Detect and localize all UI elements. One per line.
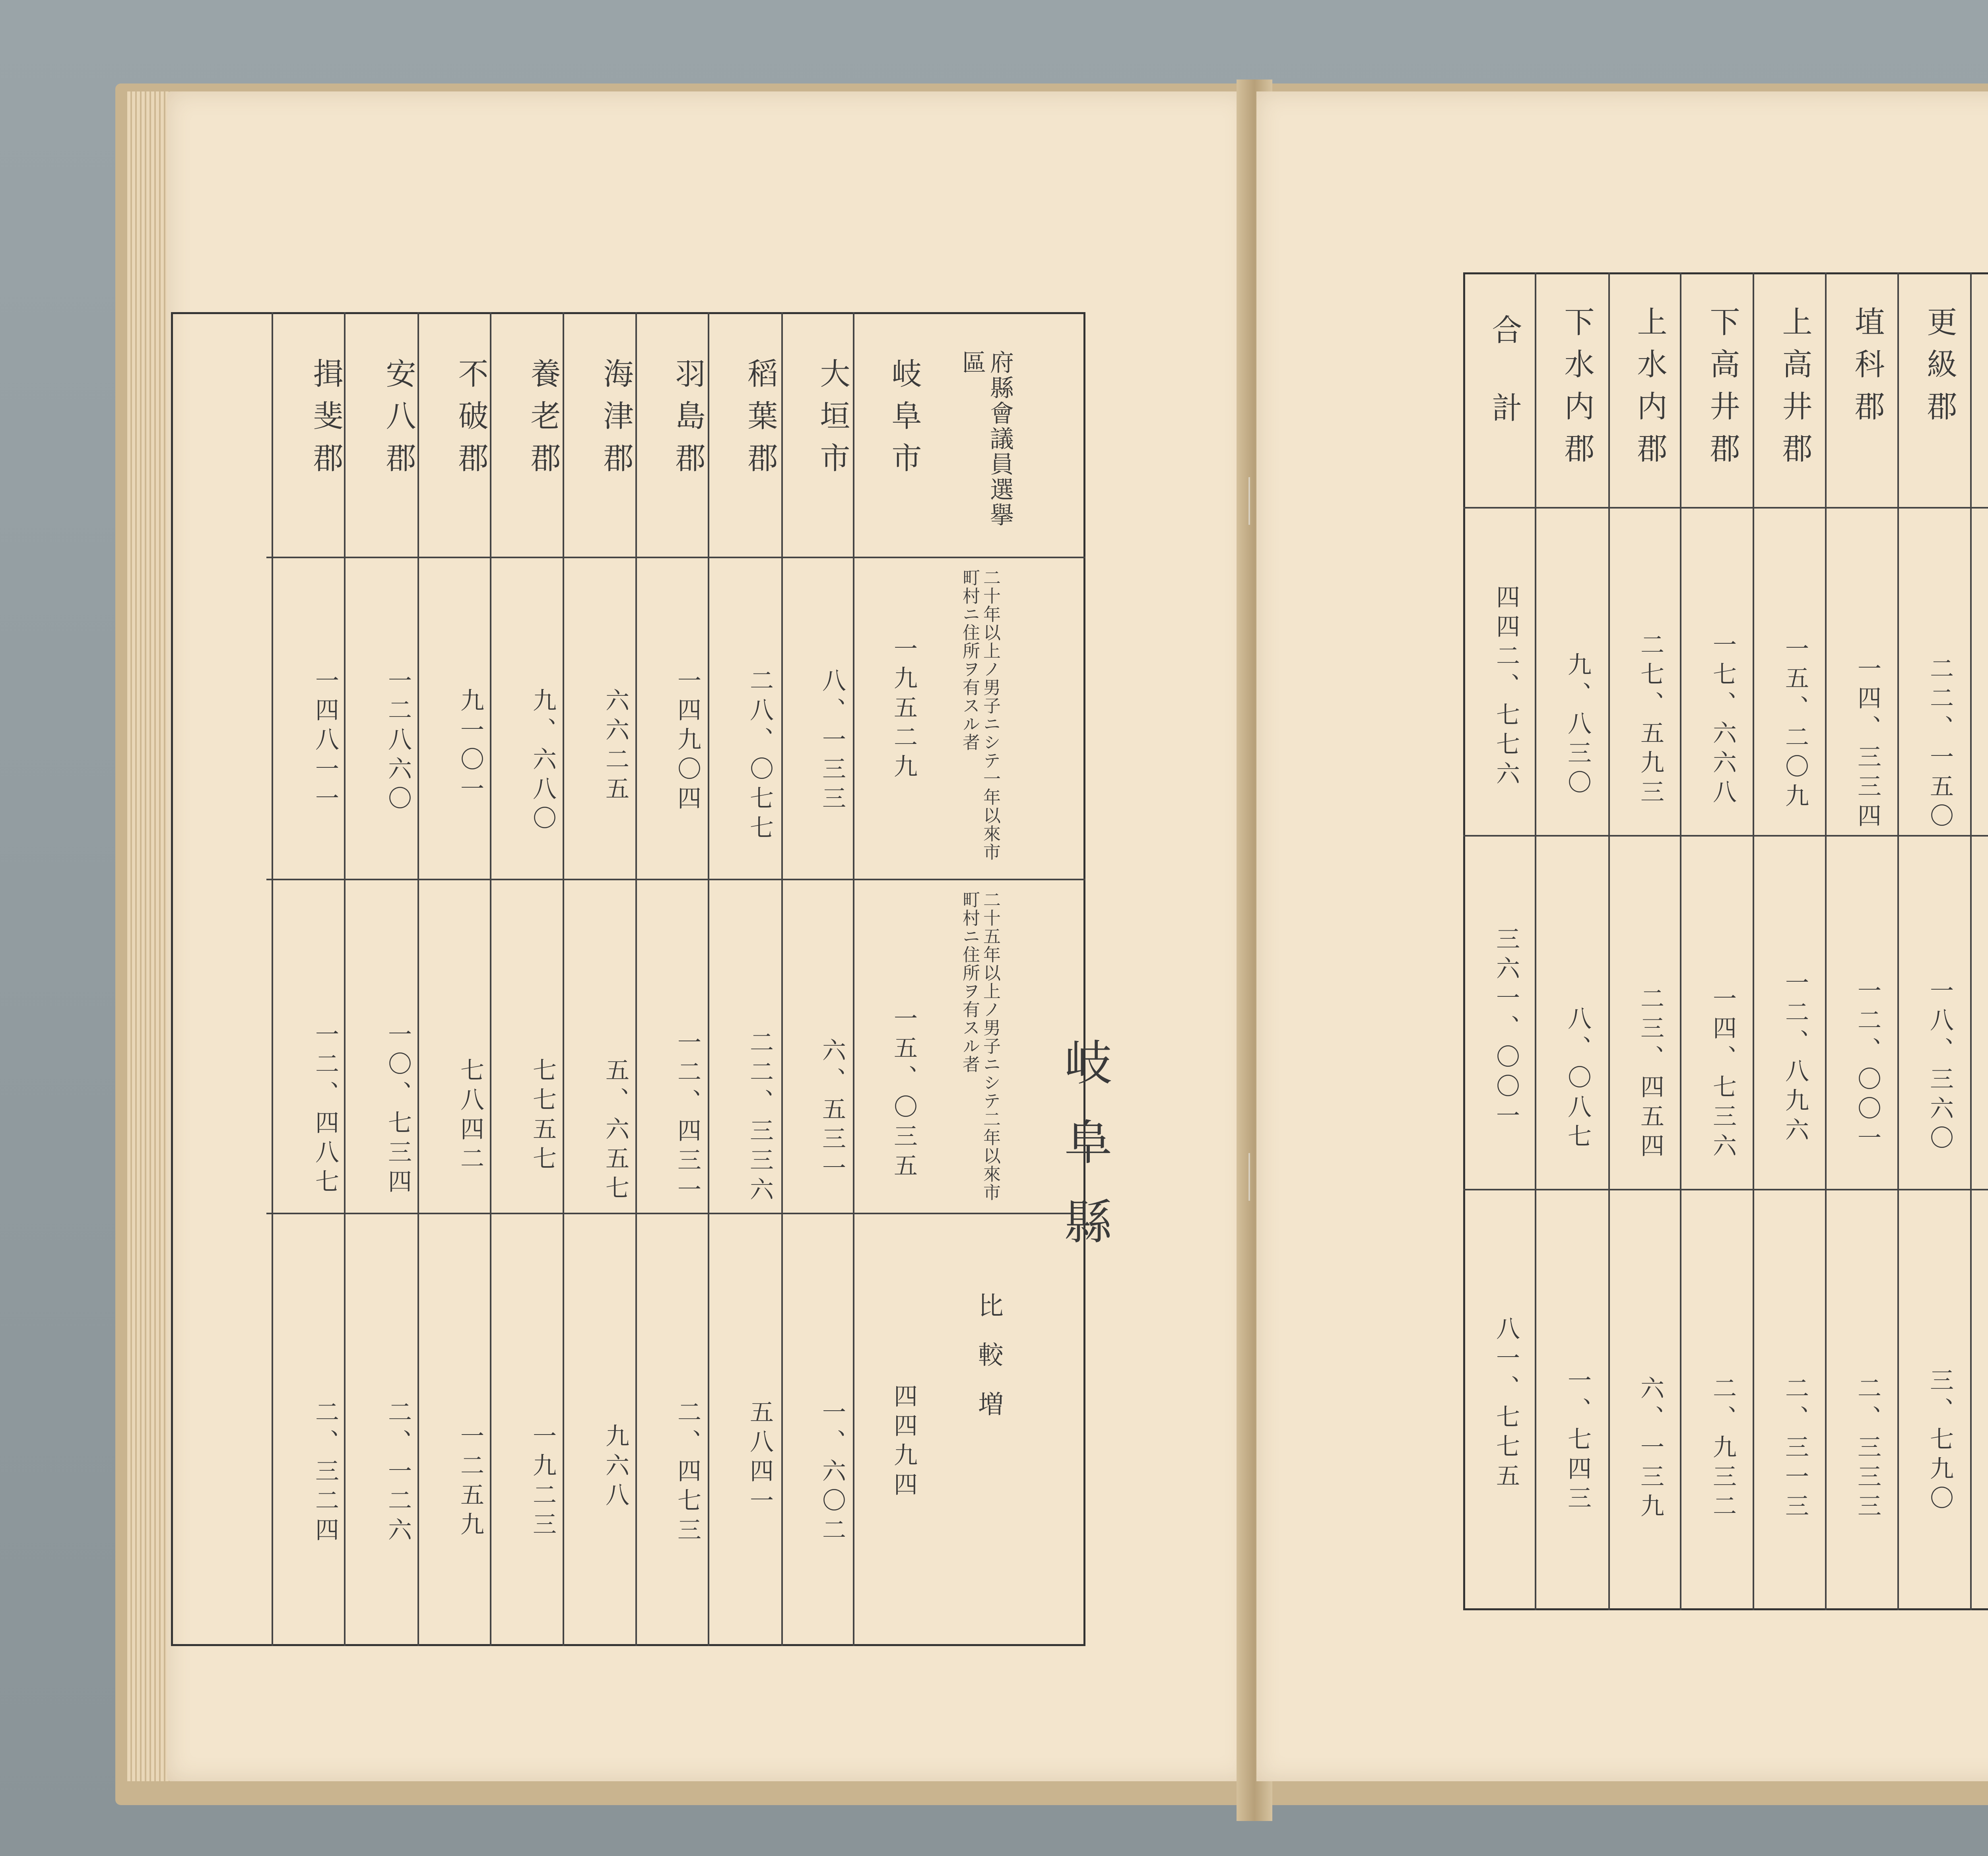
value-col3: 一、七四三 bbox=[1564, 1368, 1592, 1515]
value-col2: 一八、三六〇 bbox=[1926, 978, 1954, 1155]
value-col1: 一四九〇四 bbox=[674, 668, 701, 815]
page-stack-left bbox=[127, 91, 171, 1781]
header-district: 府縣會議員選擧區 bbox=[958, 350, 1014, 528]
value-col1: 二七、五九三 bbox=[1637, 632, 1664, 809]
value-col3: 二、四七三 bbox=[674, 1400, 701, 1547]
district-name: 海津郡 bbox=[598, 358, 634, 484]
district-name: 上水内郡 bbox=[1632, 306, 1668, 475]
district-name: 下水内郡 bbox=[1559, 306, 1595, 475]
value-col2: 二三、四五四 bbox=[1637, 986, 1664, 1163]
district-name: 埴科郡 bbox=[1850, 306, 1885, 433]
value-col2: 六、五三一 bbox=[818, 1038, 846, 1185]
value-col3: 二、三一三 bbox=[1781, 1376, 1809, 1523]
value-col2: 三六一、〇〇一 bbox=[1492, 926, 1520, 1132]
district-name: 更級郡 bbox=[1922, 306, 1957, 433]
value-col2: 一二、四三一 bbox=[674, 1030, 701, 1206]
value-col1: 四四二、七七六 bbox=[1492, 584, 1520, 790]
district-name: 大垣市 bbox=[815, 358, 850, 484]
value-col3: 八一、七七五 bbox=[1492, 1316, 1520, 1493]
value-col1: 一九五二九 bbox=[890, 636, 918, 783]
district-name: 上高井郡 bbox=[1777, 306, 1813, 475]
district-name: 稻葉郡 bbox=[743, 358, 778, 484]
value-col1: 六六二五 bbox=[602, 688, 629, 806]
district-name: 羽島郡 bbox=[670, 358, 706, 484]
district-name: 合計 bbox=[1487, 314, 1522, 470]
value-col2: 一二、八九六 bbox=[1781, 970, 1809, 1147]
value-col2: 五、六五七 bbox=[602, 1058, 629, 1205]
value-col3: 六、一三九 bbox=[1637, 1376, 1664, 1523]
value-col3: 二、三三三 bbox=[1854, 1376, 1881, 1523]
value-col3: 二、九三二 bbox=[1709, 1376, 1737, 1523]
header-col2: 二十五年以上ノ男子ニシテ二年以來市町村ニ住所ヲ有スル者 bbox=[959, 891, 1000, 1202]
value-col1: 一七、六六八 bbox=[1709, 632, 1737, 809]
value-col2: 一二、四八七 bbox=[311, 1022, 339, 1198]
value-col2: 一四、七三六 bbox=[1709, 986, 1737, 1163]
value-col1: 九、六八〇 bbox=[529, 688, 557, 835]
value-col2: 八、〇八七 bbox=[1564, 1006, 1592, 1153]
header-col1: 二十年以上ノ男子ニシテ一年以來市町村ニ住所ヲ有スル者 bbox=[959, 569, 1000, 861]
value-col1: 二二、一五〇 bbox=[1926, 656, 1954, 833]
value-col2: 一二、〇〇一 bbox=[1854, 978, 1881, 1155]
value-col3: 三、七九〇 bbox=[1926, 1368, 1954, 1515]
value-col1: 二八、〇七七 bbox=[746, 668, 774, 845]
value-col3: 二、一二六 bbox=[384, 1400, 412, 1547]
value-col3: 四四九四 bbox=[890, 1384, 918, 1501]
value-col3: 九六八 bbox=[602, 1423, 629, 1512]
value-col1: 一二八六〇 bbox=[384, 668, 412, 815]
value-col2: 七七五七 bbox=[529, 1058, 557, 1175]
value-col3: 一二五九 bbox=[456, 1423, 484, 1541]
value-col1: 九、八三〇 bbox=[1564, 652, 1592, 799]
value-col3: 一九二三 bbox=[529, 1423, 557, 1541]
value-col2: 一五、〇三五 bbox=[890, 1006, 918, 1182]
value-col2: 二二、三三六 bbox=[746, 1030, 774, 1206]
district-name: 下高井郡 bbox=[1705, 306, 1740, 475]
value-col1: 九一〇一 bbox=[456, 688, 484, 806]
value-col1: 一四八一一 bbox=[311, 668, 339, 815]
header-col3: 比較増 bbox=[974, 1292, 1003, 1440]
page-title: 岐阜縣 bbox=[1056, 1038, 1112, 1276]
district-name: 岐阜市 bbox=[887, 358, 922, 484]
district-name: 揖斐郡 bbox=[308, 358, 344, 484]
value-col2: 七八四二 bbox=[456, 1058, 484, 1175]
district-name: 安八郡 bbox=[381, 358, 416, 484]
district-name: 養老郡 bbox=[526, 358, 561, 484]
district-name: 不破郡 bbox=[453, 358, 489, 484]
value-col3: 二、三二四 bbox=[311, 1400, 339, 1547]
right-page bbox=[1256, 91, 1988, 1781]
value-col1: 一五、二〇九 bbox=[1781, 636, 1809, 813]
value-col1: 一四、三三四 bbox=[1854, 656, 1881, 833]
value-col1: 八、一三三 bbox=[818, 668, 846, 815]
value-col2: 一〇、七三四 bbox=[384, 1022, 412, 1198]
value-col3: 一、六〇二 bbox=[818, 1400, 846, 1547]
left-page bbox=[167, 91, 1248, 1781]
value-col3: 五八四一 bbox=[746, 1400, 774, 1517]
